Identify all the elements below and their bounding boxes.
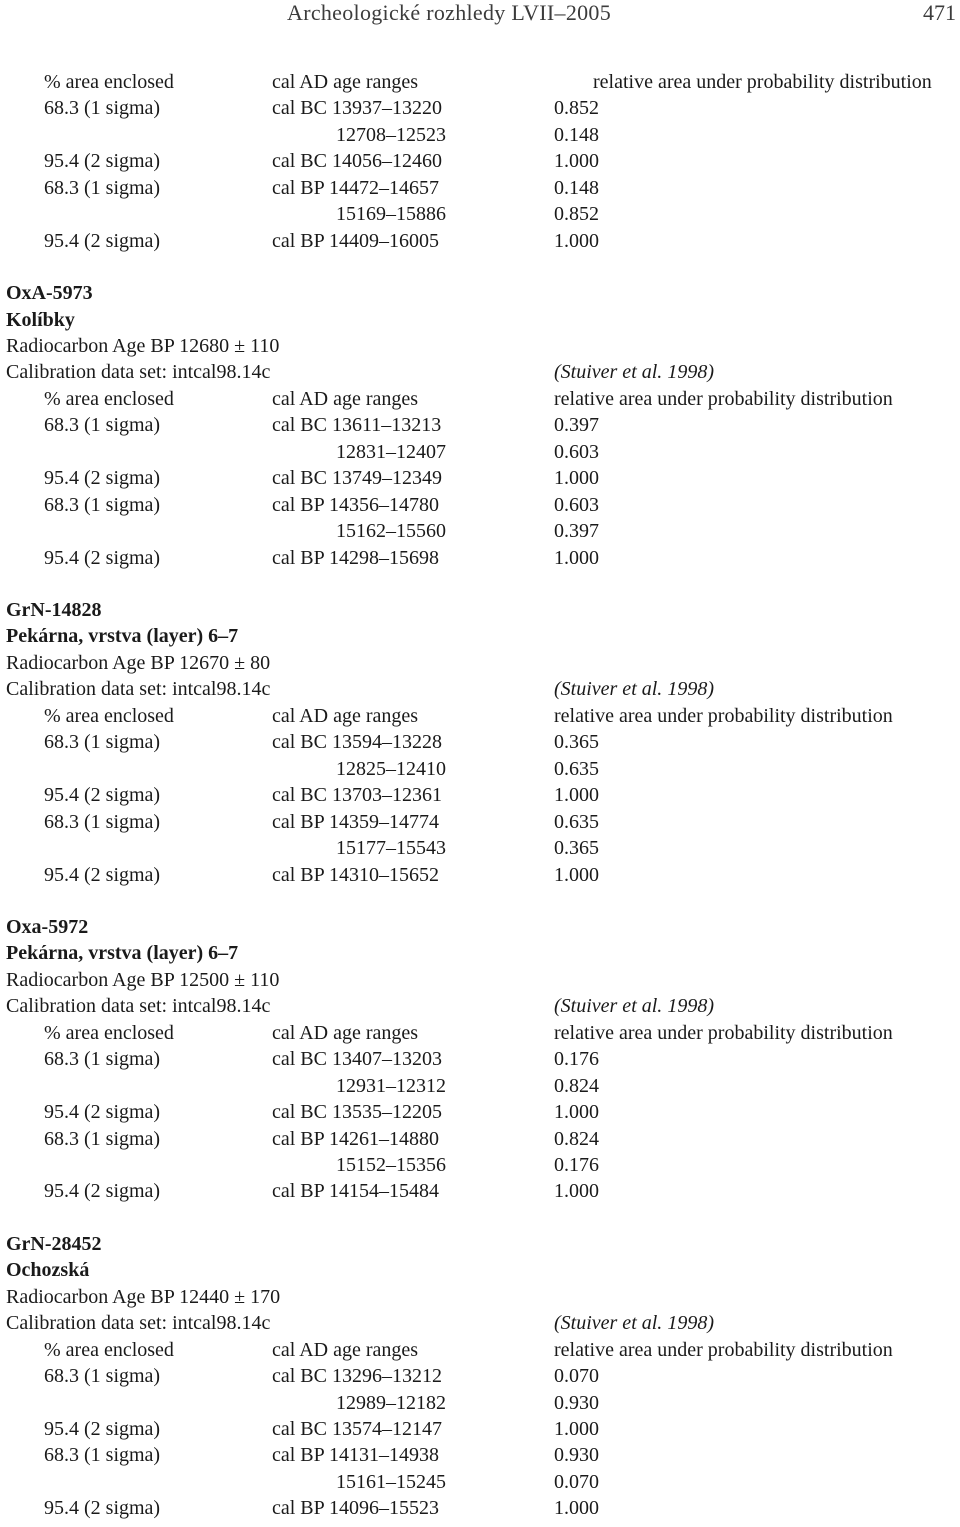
row-relative-area: 1.000	[554, 150, 599, 173]
row-relative-area: 0.176	[554, 1153, 599, 1176]
reference-year: 1998)	[667, 361, 714, 384]
row-relative-area: 0.603	[554, 493, 599, 516]
column-header-ranges: cal AD age ranges	[272, 71, 419, 93]
row-area-enclosed: 68.3 (1 sigma)	[44, 1127, 161, 1150]
sample-site: Ochozská	[6, 1259, 90, 1282]
radiocarbon-age: Radiocarbon Age BP 12440 ± 170	[6, 1285, 281, 1308]
sample-lab-code: GrN-14828	[6, 599, 102, 621]
row-age-range: cal BC 13749–12349	[272, 467, 442, 490]
row-age-range: cal BP 14472–14657	[272, 176, 440, 199]
row-relative-area: 1.000	[554, 546, 599, 569]
row-age-range: cal BP 14356–14780	[272, 493, 440, 516]
row-age-range: 15162–15560	[336, 520, 446, 543]
row-area-enclosed: 95.4 (2 sigma)	[44, 1101, 161, 1124]
column-header-area: % area enclosed	[44, 704, 174, 727]
row-relative-area: 0.365	[554, 731, 599, 754]
row-age-range: cal BC 13594–13228	[272, 731, 442, 754]
calibration-data-set: Calibration data set: intcal98.14c	[6, 678, 271, 701]
row-age-range: cal BP 14310–15652	[272, 863, 440, 886]
reference-author: (Stuiver et al.	[554, 361, 663, 384]
column-header-relative: relative area under probability distribution	[554, 704, 893, 727]
row-age-range: cal BC 14056–12460	[272, 150, 442, 173]
row-age-range: cal BC 13535–12205	[272, 1101, 442, 1124]
row-relative-area: 0.148	[554, 176, 599, 199]
row-age-range: cal BP 14359–14774	[272, 810, 440, 833]
row-relative-area: 0.397	[554, 414, 599, 437]
row-area-enclosed: 68.3 (1 sigma)	[44, 97, 161, 120]
row-area-enclosed: 95.4 (2 sigma)	[44, 1497, 161, 1520]
row-relative-area: 1.000	[554, 863, 599, 886]
row-relative-area: 1.000	[554, 467, 599, 490]
row-area-enclosed: 68.3 (1 sigma)	[44, 414, 161, 437]
row-area-enclosed: 68.3 (1 sigma)	[44, 1444, 161, 1467]
row-relative-area: 1.000	[554, 1180, 599, 1203]
reference-author: (Stuiver et al.	[554, 678, 663, 701]
calibration-data-set: Calibration data set: intcal98.14c	[6, 1312, 271, 1335]
radiocarbon-age: Radiocarbon Age BP 12500 ± 110	[6, 968, 280, 991]
column-header-relative: relative area under probability distribution	[593, 71, 932, 93]
column-header-relative: relative area under probability distribution	[554, 387, 893, 410]
column-header-area: % area enclosed	[44, 1338, 174, 1361]
column-header-area: % area enclosed	[44, 1021, 174, 1044]
row-age-range: cal BP 14131–14938	[272, 1444, 440, 1467]
row-area-enclosed: 68.3 (1 sigma)	[44, 176, 161, 199]
row-age-range: cal BP 14298–15698	[272, 546, 440, 569]
row-age-range: 15169–15886	[336, 203, 446, 226]
row-age-range: 15161–15245	[336, 1470, 446, 1493]
row-relative-area: 1.000	[554, 1417, 599, 1440]
row-age-range: 12989–12182	[336, 1391, 446, 1414]
journal-title: Archeologické rozhledy LVII–2005	[287, 0, 612, 25]
sample-lab-code: GrN-28452	[6, 1232, 102, 1255]
row-relative-area: 0.148	[554, 123, 599, 146]
reference-year: 1998)	[667, 678, 714, 701]
calibration-reference	[554, 1310, 714, 1336]
column-header-ranges: cal AD age ranges	[272, 704, 419, 727]
row-relative-area: 1.000	[554, 229, 599, 252]
row-relative-area: 0.365	[554, 837, 599, 860]
row-age-range: cal BC 13937–13220	[272, 97, 442, 120]
column-header-relative: relative area under probability distribution	[554, 1021, 893, 1044]
row-area-enclosed: 95.4 (2 sigma)	[44, 1180, 161, 1203]
column-header-relative: relative area under probability distribution	[554, 1338, 893, 1361]
reference-year: 1998)	[667, 1312, 714, 1335]
row-age-range: cal BP 14409–16005	[272, 229, 440, 252]
calibration-reference	[554, 993, 714, 1019]
sample-lab-code: Oxa-5972	[6, 915, 89, 938]
reference-author: (Stuiver et al.	[554, 995, 663, 1018]
row-age-range: 12831–12407	[336, 440, 446, 463]
row-area-enclosed: 95.4 (2 sigma)	[44, 784, 161, 807]
row-age-range: cal BP 14154–15484	[272, 1180, 440, 1203]
row-relative-area: 0.070	[554, 1470, 599, 1493]
sample-lab-code: OxA-5973	[6, 282, 93, 305]
row-relative-area: 0.852	[554, 203, 599, 226]
calibration-data-set: Calibration data set: intcal98.14c	[6, 995, 271, 1018]
row-age-range: cal BC 13574–12147	[272, 1417, 442, 1440]
row-area-enclosed: 95.4 (2 sigma)	[44, 1417, 161, 1440]
row-area-enclosed: 95.4 (2 sigma)	[44, 229, 161, 252]
row-relative-area: 0.603	[554, 440, 599, 463]
column-header-ranges: cal AD age ranges	[272, 1338, 419, 1361]
row-relative-area: 1.000	[554, 1497, 599, 1520]
row-age-range: cal BC 13703–12361	[272, 784, 442, 807]
sample-site: Pekárna, vrstva (layer) 6–7	[6, 625, 239, 648]
row-relative-area: 0.070	[554, 1365, 599, 1388]
row-relative-area: 0.176	[554, 1048, 599, 1071]
row-relative-area: 1.000	[554, 784, 599, 807]
column-header-area: % area enclosed	[44, 71, 174, 93]
row-age-range: cal BC 13611–13213	[272, 414, 442, 437]
calibration-data-set: Calibration data set: intcal98.14c	[6, 361, 271, 384]
row-age-range: cal BC 13407–13203	[272, 1048, 442, 1071]
row-age-range: 12708–12523	[336, 123, 446, 146]
radiocarbon-age: Radiocarbon Age BP 12680 ± 110	[6, 335, 280, 357]
reference-year: 1998)	[667, 995, 714, 1018]
calibration-reference	[554, 359, 714, 385]
row-area-enclosed: 68.3 (1 sigma)	[44, 493, 161, 516]
column-header-ranges: cal AD age ranges	[272, 1021, 419, 1044]
row-relative-area: 1.000	[554, 1101, 599, 1124]
row-age-range: cal BP 14261–14880	[272, 1127, 440, 1150]
row-relative-area: 0.397	[554, 520, 599, 543]
calibration-reference	[554, 676, 714, 702]
row-area-enclosed: 68.3 (1 sigma)	[44, 810, 161, 833]
row-relative-area: 0.824	[554, 1074, 599, 1097]
sample-site: Kolíbky	[6, 308, 75, 331]
row-age-range: cal BP 14096–15523	[272, 1497, 440, 1520]
sample-site: Pekárna, vrstva (layer) 6–7	[6, 942, 239, 965]
row-age-range: 12825–12410	[336, 757, 446, 780]
row-age-range: cal BC 13296–13212	[272, 1365, 442, 1388]
row-relative-area: 0.930	[554, 1444, 599, 1467]
row-relative-area: 0.930	[554, 1391, 599, 1414]
row-age-range: 15177–15543	[336, 837, 446, 860]
row-area-enclosed: 95.4 (2 sigma)	[44, 863, 161, 886]
reference-author: (Stuiver et al.	[554, 1312, 663, 1335]
radiocarbon-age: Radiocarbon Age BP 12670 ± 80	[6, 651, 271, 674]
row-relative-area: 0.824	[554, 1127, 599, 1150]
row-area-enclosed: 95.4 (2 sigma)	[44, 150, 161, 173]
row-relative-area: 0.852	[554, 97, 599, 120]
row-age-range: 15152–15356	[336, 1153, 446, 1176]
row-area-enclosed: 68.3 (1 sigma)	[44, 1365, 161, 1388]
row-area-enclosed: 95.4 (2 sigma)	[44, 546, 161, 569]
row-area-enclosed: 95.4 (2 sigma)	[44, 467, 161, 490]
row-relative-area: 0.635	[554, 810, 599, 833]
column-header-area: % area enclosed	[44, 387, 174, 410]
row-age-range: 12931–12312	[336, 1074, 446, 1097]
column-header-ranges: cal AD age ranges	[272, 387, 419, 410]
running-head	[0, 0, 960, 26]
page-number: 471	[923, 0, 956, 25]
row-area-enclosed: 68.3 (1 sigma)	[44, 1048, 161, 1071]
row-relative-area: 0.635	[554, 757, 599, 780]
row-area-enclosed: 68.3 (1 sigma)	[44, 731, 161, 754]
